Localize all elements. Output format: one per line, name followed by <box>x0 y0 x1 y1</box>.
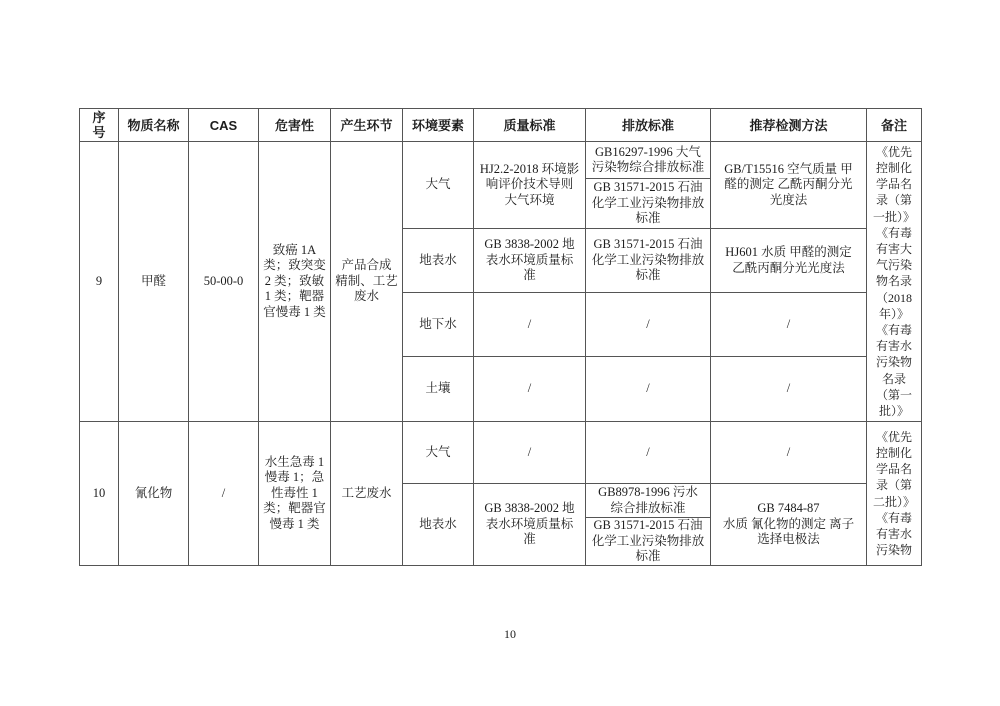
quality-standard-cell: / <box>474 293 586 357</box>
detection-method-cell: / <box>711 422 867 484</box>
detection-method-cell: GB/T15516 空气质量 甲 醛的测定 乙酰丙酮分光 光度法 <box>711 142 867 229</box>
emission-standard-cell: GB 31571-2015 石油 化学工业污染物排放 标准 <box>586 518 711 566</box>
env-element-cell: 地表水 <box>403 229 474 293</box>
emission-standard-cell: GB 31571-2015 石油 化学工业污染物排放 标准 <box>586 179 711 229</box>
substance-name-cell: 甲醛 <box>119 142 189 422</box>
header-detection-method: 推荐检测方法 <box>711 109 867 142</box>
source-cell: 工艺废水 <box>331 422 403 566</box>
detection-method-cell: GB 7484-87 水质 氰化物的测定 离子 选择电极法 <box>711 484 867 566</box>
header-hazard: 危害性 <box>259 109 331 142</box>
cas-cell: 50-00-0 <box>189 142 259 422</box>
emission-standard-cell: / <box>586 357 711 422</box>
page-number: 10 <box>504 627 516 641</box>
detection-method-cell: / <box>711 293 867 357</box>
header-emission-standard: 排放标准 <box>586 109 711 142</box>
remark-cell: 《优先 控制化 学品名 录（第 一批）》 《有毒 有害大 气污染 物名录 （2018 年）》 《有毒 有害水 污染物 名录 （第一 批）》 <box>867 142 922 422</box>
quality-standard-cell: / <box>474 357 586 422</box>
header-remark: 备注 <box>867 109 922 142</box>
header-seq-label: 序号 <box>92 110 106 140</box>
emission-standard-cell: / <box>586 293 711 357</box>
quality-standard-cell: HJ2.2-2018 环境影 响评价技术导则 大气环境 <box>474 142 586 229</box>
source-cell: 产品合成 精制、工艺 废水 <box>331 142 403 422</box>
header-source: 产生环节 <box>331 109 403 142</box>
env-element-cell: 大气 <box>403 142 474 229</box>
cas-cell: / <box>189 422 259 566</box>
header-env-element: 环境要素 <box>403 109 474 142</box>
hazard-cell: 水生急毒 1 慢毒 1；急 性毒性 1 类；靶器官 慢毒 1 类 <box>259 422 331 566</box>
substance-table <box>79 108 922 566</box>
emission-standard-cell: GB16297-1996 大气 污染物综合排放标准 <box>586 142 711 179</box>
env-element-cell: 地表水 <box>403 484 474 566</box>
quality-standard-cell: GB 3838-2002 地 表水环境质量标 准 <box>474 484 586 566</box>
quality-standard-cell: / <box>474 422 586 484</box>
seq-cell: 9 <box>80 142 119 422</box>
env-element-cell: 土壤 <box>403 357 474 422</box>
seq-cell: 10 <box>80 422 119 566</box>
header-quality-standard: 质量标准 <box>474 109 586 142</box>
env-element-cell: 大气 <box>403 422 474 484</box>
header-cas: CAS <box>189 109 259 142</box>
detection-method-cell: HJ601 水质 甲醛的测定 乙酰丙酮分光光度法 <box>711 229 867 293</box>
header-substance-name: 物质名称 <box>119 109 189 142</box>
detection-method-cell: / <box>711 357 867 422</box>
emission-standard-cell: / <box>586 422 711 484</box>
remark-cell: 《优先 控制化 学品名 录（第 二批）》 《有毒 有害水 污染物 <box>867 422 922 566</box>
hazard-cell: 致癌 1A 类；致突变 2 类；致敏 1 类；靶器 官慢毒 1 类 <box>259 142 331 422</box>
emission-standard-cell: GB 31571-2015 石油 化学工业污染物排放 标准 <box>586 229 711 293</box>
substance-name-cell: 氰化物 <box>119 422 189 566</box>
header-seq <box>80 109 119 142</box>
emission-standard-cell: GB8978-1996 污水 综合排放标准 <box>586 484 711 518</box>
env-element-cell: 地下水 <box>403 293 474 357</box>
quality-standard-cell: GB 3838-2002 地 表水环境质量标 准 <box>474 229 586 293</box>
